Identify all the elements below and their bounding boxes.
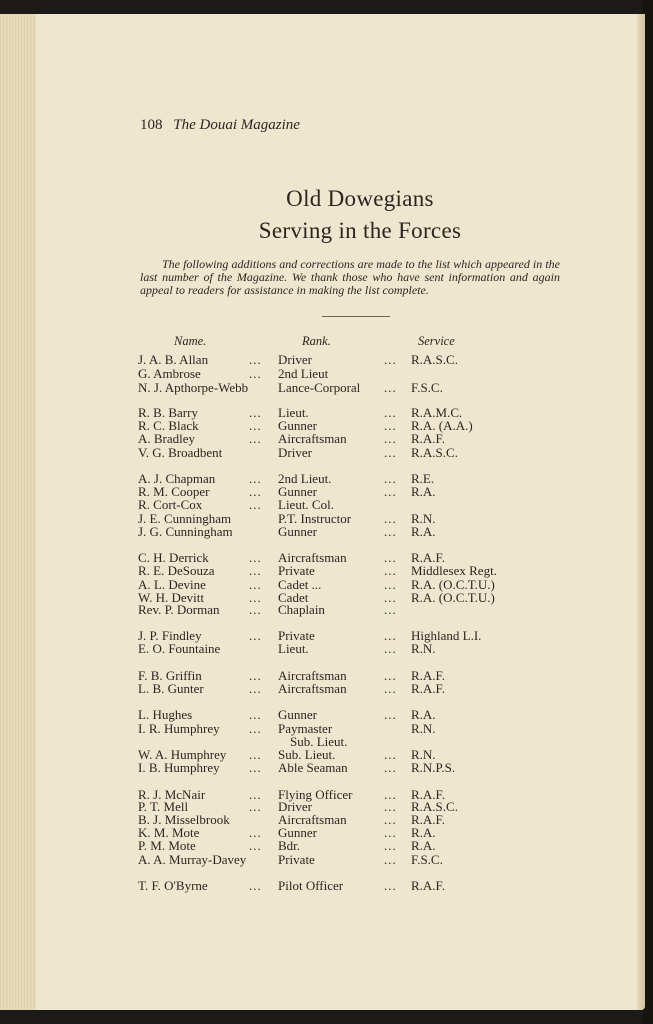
entry-service: R.N. xyxy=(411,511,436,526)
leader-dots: ... xyxy=(249,550,262,565)
entry-name: R. J. McNair xyxy=(138,787,206,802)
entry-name: B. J. Misselbrook xyxy=(138,812,230,827)
leader-dots: ... xyxy=(249,471,262,486)
leader-dots: ... xyxy=(249,681,262,696)
entry-rank: Lieut. Col. xyxy=(278,497,334,512)
entry-rank: Cadet xyxy=(278,590,309,605)
list-entry xyxy=(0,879,645,893)
entry-rank: Gunner xyxy=(278,524,317,539)
entry-rank: Private xyxy=(278,628,315,643)
list-entry xyxy=(0,498,645,512)
leader-dots: ... xyxy=(249,352,262,367)
leader-dots: ... xyxy=(249,787,262,802)
list-entry xyxy=(0,381,645,395)
entry-service: R.A. (O.C.T.U.) xyxy=(411,577,495,592)
leader-dots: ... xyxy=(249,760,262,775)
leader-dots: ... xyxy=(249,366,262,381)
leader-dots: ... xyxy=(384,577,397,592)
list-entry xyxy=(0,642,645,656)
leader-dots: ... xyxy=(384,380,397,395)
leader-dots: ... xyxy=(384,787,397,802)
entry-rank: Gunner xyxy=(278,418,317,433)
entry-service: R.A. xyxy=(411,838,436,853)
leader-dots: ... xyxy=(249,838,262,853)
entry-rank: Sub. Lieut. xyxy=(290,734,348,749)
entry-name: A. A. Murray-Davey xyxy=(138,852,247,867)
entry-service: R.A.M.C. xyxy=(411,405,463,420)
entry-rank: Flying Officer xyxy=(278,787,353,802)
list-entry xyxy=(0,367,645,381)
entry-name: A. Bradley xyxy=(138,431,196,446)
column-header-rank: Rank. xyxy=(302,334,331,348)
entry-service: R.A.F. xyxy=(411,787,445,802)
leader-dots: ... xyxy=(249,799,262,814)
leader-dots: ... xyxy=(384,812,397,827)
entry-rank: Gunner xyxy=(278,825,317,840)
running-header xyxy=(140,117,300,134)
leader-dots: ... xyxy=(249,707,262,722)
leader-dots: ... xyxy=(384,825,397,840)
entry-rank: Paymaster xyxy=(278,721,333,736)
entry-service: R.A. xyxy=(411,825,436,840)
list-entry xyxy=(0,446,645,460)
leader-dots: ... xyxy=(249,418,262,433)
entry-service: R.N.P.S. xyxy=(411,760,456,775)
leader-dots: ... xyxy=(384,668,397,683)
leader-dots: ... xyxy=(384,352,397,367)
list-entry xyxy=(0,564,645,578)
entry-rank: Private xyxy=(278,852,315,867)
entry-name: J. P. Findley xyxy=(138,628,202,643)
entry-service: R.A. xyxy=(411,484,436,499)
leader-dots: ... xyxy=(249,577,262,592)
entry-rank: Aircraftsman xyxy=(278,812,347,827)
leader-dots: ... xyxy=(384,852,397,867)
leader-dots: ... xyxy=(384,524,397,539)
leader-dots: ... xyxy=(384,590,397,605)
entry-service: R.A.F. xyxy=(411,878,445,893)
leader-dots: ... xyxy=(384,471,397,486)
entry-name: E. O. Fountaine xyxy=(138,641,221,656)
intro-text: The following additions and corrections are made to the list which appeared in the last number of the Magazine. We thank those who have sent information and again appeal to readers for assistance in making the list complete. xyxy=(140,257,560,297)
entry-rank: Bdr. xyxy=(278,838,301,853)
list-entry xyxy=(0,603,645,617)
entry-rank: Cadet ... xyxy=(278,577,322,592)
entry-name: R. B. Barry xyxy=(138,405,198,420)
leader-dots: ... xyxy=(249,628,262,643)
magazine-title: The Douai Magazine xyxy=(173,117,300,133)
entry-rank: Aircraftsman xyxy=(278,431,347,446)
entry-service: R.A.F. xyxy=(411,812,445,827)
entry-service: Highland L.I. xyxy=(411,628,482,643)
list-entry xyxy=(0,682,645,696)
entry-name: R. E. DeSouza xyxy=(138,563,215,578)
leader-dots: ... xyxy=(249,668,262,683)
entry-name: V. G. Broadbent xyxy=(138,445,223,460)
divider-rule xyxy=(322,316,390,317)
list-entry xyxy=(0,839,645,853)
entry-rank: Chaplain xyxy=(278,602,325,617)
list-entry xyxy=(0,578,645,592)
leader-dots: ... xyxy=(384,602,397,617)
list-entry xyxy=(0,761,645,775)
entry-service: F.S.C. xyxy=(411,380,443,395)
entry-rank: Aircraftsman xyxy=(278,550,347,565)
list-entry xyxy=(0,406,645,420)
entry-service: R.A.F. xyxy=(411,550,445,565)
entry-name: G. Ambrose xyxy=(138,366,201,381)
list-entry xyxy=(0,353,645,367)
entry-service: R.A.S.C. xyxy=(411,445,458,460)
column-header-name: Name. xyxy=(174,334,207,348)
entry-name: I. R. Humphrey xyxy=(138,721,220,736)
list-entry xyxy=(0,472,645,486)
leader-dots: ... xyxy=(384,445,397,460)
entry-service: R.A. xyxy=(411,524,436,539)
leader-dots: ... xyxy=(384,747,397,762)
entry-rank: Pilot Officer xyxy=(278,878,344,893)
leader-dots: ... xyxy=(249,497,262,512)
leader-dots: ... xyxy=(384,760,397,775)
entry-rank: Gunner xyxy=(278,484,317,499)
article-subtitle: Serving in the Forces xyxy=(258,218,462,243)
entry-rank: Lieut. xyxy=(278,405,309,420)
leader-dots: ... xyxy=(249,825,262,840)
entry-service: R.N. xyxy=(411,721,436,736)
entry-name: J. A. B. Allan xyxy=(138,352,209,367)
list-entry xyxy=(0,512,645,526)
entry-name: P. M. Mote xyxy=(138,838,196,853)
entry-name: J. E. Cunningham xyxy=(138,511,232,526)
entry-rank: Driver xyxy=(278,352,312,367)
leader-dots: ... xyxy=(249,590,262,605)
entry-service: R.A. (A.A.) xyxy=(411,418,473,433)
entry-name: I. B. Humphrey xyxy=(138,760,220,775)
article-title: Old Dowegians xyxy=(286,186,434,211)
leader-dots: ... xyxy=(249,405,262,420)
list-entry xyxy=(0,551,645,565)
intro-paragraph xyxy=(140,258,560,297)
column-header-service: Service xyxy=(418,334,455,348)
list-entry xyxy=(0,708,645,722)
entry-rank: Driver xyxy=(278,445,312,460)
leader-dots: ... xyxy=(384,550,397,565)
entry-name: P. T. Mell xyxy=(138,799,189,814)
entry-rank: Private xyxy=(278,563,315,578)
entry-service: R.A.F. xyxy=(411,681,445,696)
entry-name: L. B. Gunter xyxy=(138,681,204,696)
entry-rank: 2nd Lieut xyxy=(278,366,329,381)
entry-service: R.A.F. xyxy=(411,431,445,446)
entry-rank: Gunner xyxy=(278,707,317,722)
entry-name: Rev. P. Dorman xyxy=(138,602,220,617)
entry-rank: Lieut. xyxy=(278,641,309,656)
list-entry xyxy=(0,826,645,840)
entry-rank: Able Seaman xyxy=(278,760,348,775)
entry-name: L. Hughes xyxy=(138,707,193,722)
leader-dots: ... xyxy=(249,721,262,736)
leader-dots: ... xyxy=(384,681,397,696)
entry-name: R. Cort-Cox xyxy=(138,497,203,512)
entry-name: W. A. Humphrey xyxy=(138,747,227,762)
entry-rank: Lance-Corporal xyxy=(278,380,361,395)
leader-dots: ... xyxy=(384,405,397,420)
list-entry xyxy=(0,853,645,867)
leader-dots: ... xyxy=(384,511,397,526)
leader-dots: ... xyxy=(384,418,397,433)
leader-dots: ... xyxy=(384,838,397,853)
leader-dots: ... xyxy=(249,484,262,499)
entry-service: R.N. xyxy=(411,747,436,762)
leader-dots: ... xyxy=(384,628,397,643)
leader-dots: ... xyxy=(384,484,397,499)
entry-name: K. M. Mote xyxy=(138,825,200,840)
leader-dots: ... xyxy=(384,563,397,578)
list-entry xyxy=(0,813,645,827)
entry-service: R.A.S.C. xyxy=(411,352,458,367)
leader-dots: ... xyxy=(384,431,397,446)
entry-name: F. B. Griffin xyxy=(138,668,202,683)
entry-service: R.A. xyxy=(411,707,436,722)
leader-dots: ... xyxy=(384,707,397,722)
leader-dots: ... xyxy=(249,602,262,617)
entry-name: T. F. O'Byrne xyxy=(138,878,208,893)
entry-service: Middlesex Regt. xyxy=(411,563,497,578)
entry-name: R. M. Cooper xyxy=(138,484,210,499)
entry-name: J. G. Cunningham xyxy=(138,524,233,539)
entry-rank: Driver xyxy=(278,799,312,814)
entry-service: R.A.S.C. xyxy=(411,799,458,814)
list-entry xyxy=(0,525,645,539)
entry-name: A. J. Chapman xyxy=(138,471,216,486)
entry-service: F.S.C. xyxy=(411,852,443,867)
leader-dots: ... xyxy=(249,747,262,762)
entry-name: N. J. Apthorpe-Webb xyxy=(138,380,249,395)
leader-dots: ... xyxy=(249,431,262,446)
entry-service: R.A.F. xyxy=(411,668,445,683)
entry-name: R. C. Black xyxy=(138,418,199,433)
list-entry xyxy=(0,629,645,643)
page-number: 108 xyxy=(140,117,163,133)
entry-rank: Aircraftsman xyxy=(278,668,347,683)
leader-dots: ... xyxy=(384,641,397,656)
entry-rank: Aircraftsman xyxy=(278,681,347,696)
entry-service: R.N. xyxy=(411,641,436,656)
leader-dots: ... xyxy=(249,563,262,578)
entry-rank: Sub. Lieut. xyxy=(278,747,336,762)
leader-dots: ... xyxy=(249,878,262,893)
entry-service: R.A. (O.C.T.U.) xyxy=(411,590,495,605)
entry-rank: P.T. Instructor xyxy=(278,511,352,526)
leader-dots: ... xyxy=(384,799,397,814)
list-entry xyxy=(0,432,645,446)
entry-name: C. H. Derrick xyxy=(138,550,209,565)
entry-service: R.E. xyxy=(411,471,435,486)
entry-rank: 2nd Lieut. xyxy=(278,471,332,486)
leader-dots: ... xyxy=(384,878,397,893)
entry-name: W. H. Devitt xyxy=(138,590,204,605)
entry-name: A. L. Devine xyxy=(138,577,206,592)
